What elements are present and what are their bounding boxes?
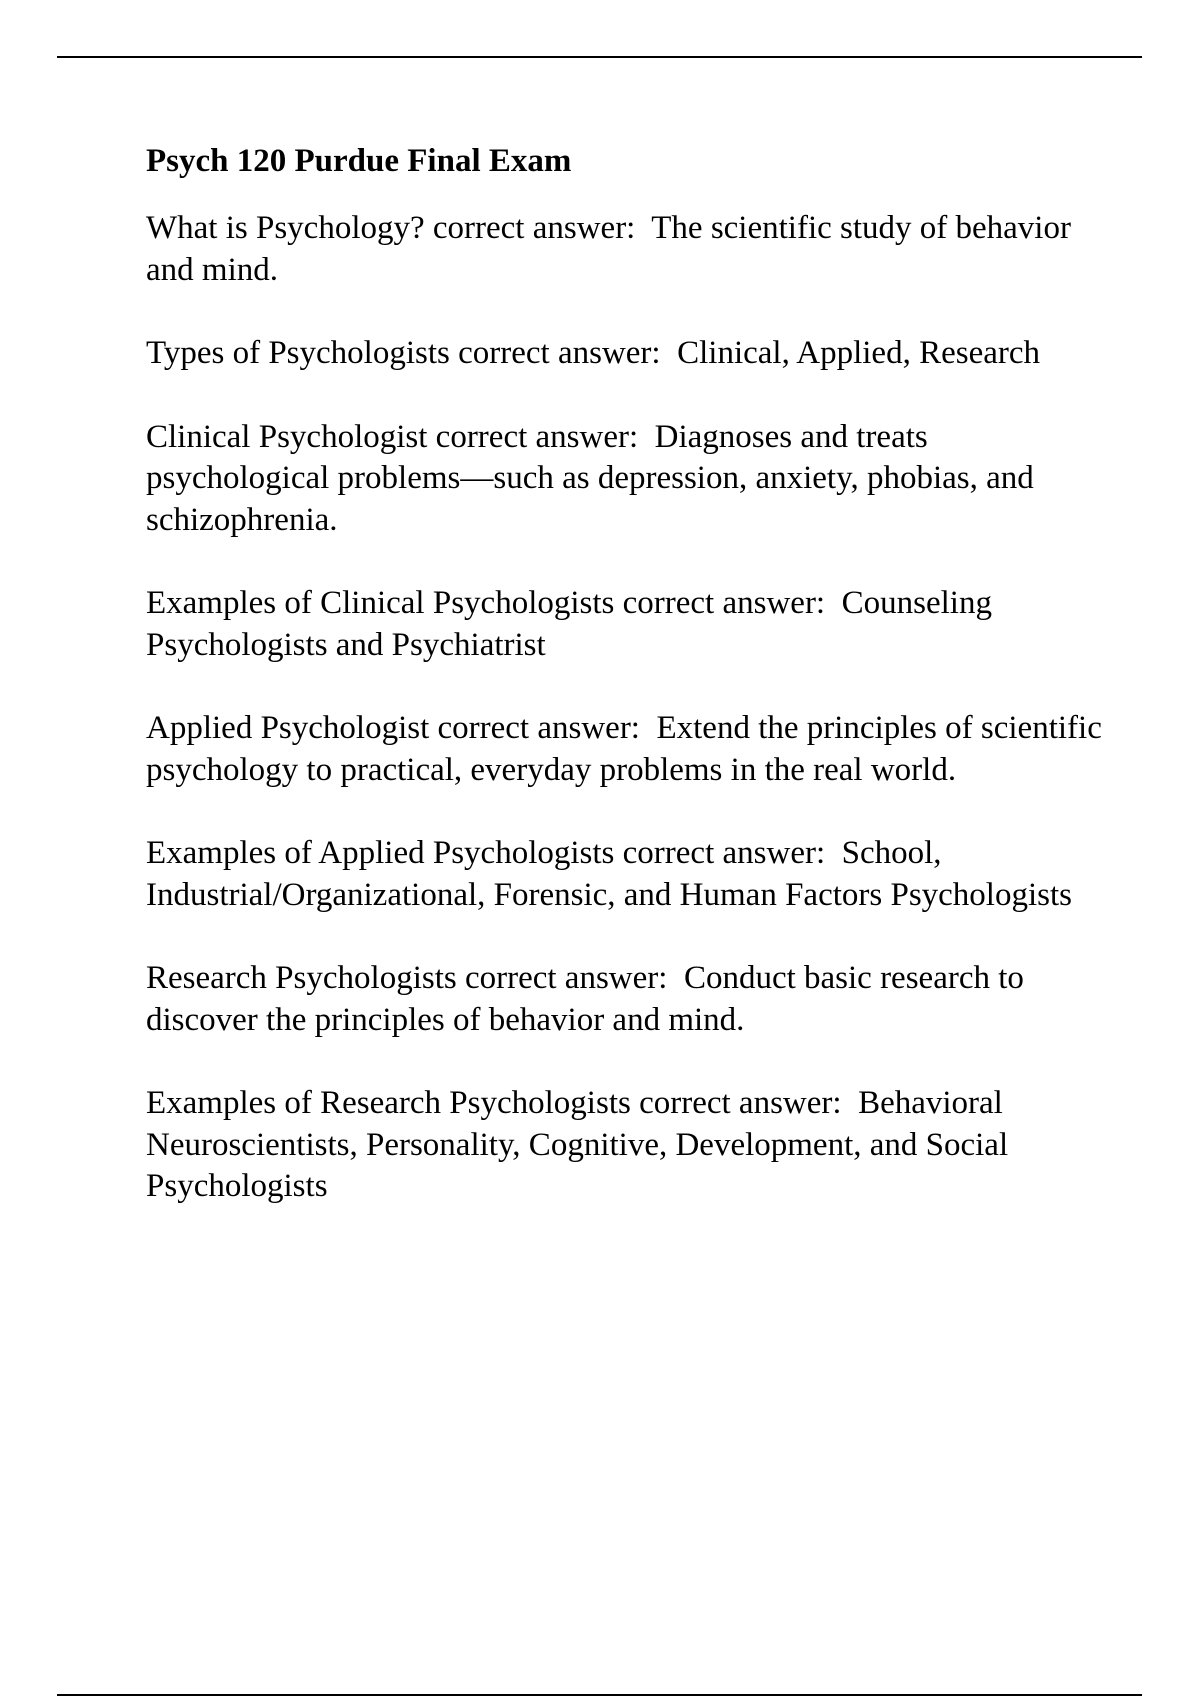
question-text: Examples of Applied Psychologists — [146, 835, 615, 871]
answer-marker: correct answer: — [639, 1085, 842, 1121]
answer-text: Clinical, Applied, Research — [677, 335, 1040, 371]
question-text: Applied Psychologist — [146, 710, 430, 746]
qa-item — [146, 583, 1106, 666]
answer-marker: correct answer: — [432, 210, 636, 246]
answer-text: Diagnoses and treats psychological problems—such as depression, anxiety, phobias, and schizophrenia. — [146, 418, 1034, 538]
answer-marker: correct answer: — [622, 835, 826, 871]
qa-item — [146, 208, 1106, 291]
answer-marker: correct answer: — [435, 418, 639, 455]
footer-rule — [57, 1694, 1142, 1696]
qa-item — [146, 958, 1106, 1041]
qa-item — [146, 417, 1106, 542]
question-text: Types of Psychologists — [146, 335, 450, 371]
answer-text: Extend the principles of scientific psychology to practical, everyday problems in the real world. — [146, 710, 1102, 788]
answer-marker: correct answer: — [458, 335, 661, 371]
answer-text: Counseling Psychologists and Psychiatrist — [146, 585, 992, 663]
qa-item — [146, 1083, 1106, 1208]
answer-text: Behavioral Neuroscientists, Personality, Cognitive, Development, and Social Psychologists — [146, 1085, 1009, 1204]
question-text: Research Psychologists — [146, 960, 457, 996]
document-title: Psych 120 Purdue Final Exam — [146, 143, 572, 179]
answer-marker: correct answer: — [437, 710, 640, 746]
question-text: Examples of Clinical Psychologists — [146, 585, 615, 621]
answer-text: The scientific study of behavior and mind. — [146, 210, 1071, 288]
answer-text: Conduct basic research to discover the principles of behavior and mind. — [146, 960, 1024, 1038]
answer-marker: correct answer: — [622, 585, 826, 621]
qa-item — [146, 833, 1106, 916]
question-text: Clinical Psychologist — [146, 418, 428, 455]
qa-item — [146, 708, 1106, 791]
question-text: Examples of Research Psychologists — [146, 1085, 631, 1121]
header-rule — [57, 56, 1142, 58]
document-body — [146, 140, 1106, 1250]
qa-item — [146, 333, 1106, 375]
question-text: What is Psychology? — [146, 210, 425, 246]
answer-text: School, Industrial/Organizational, Forensic, and Human Factors Psychologists — [146, 835, 1072, 913]
answer-marker: correct answer: — [464, 960, 668, 996]
